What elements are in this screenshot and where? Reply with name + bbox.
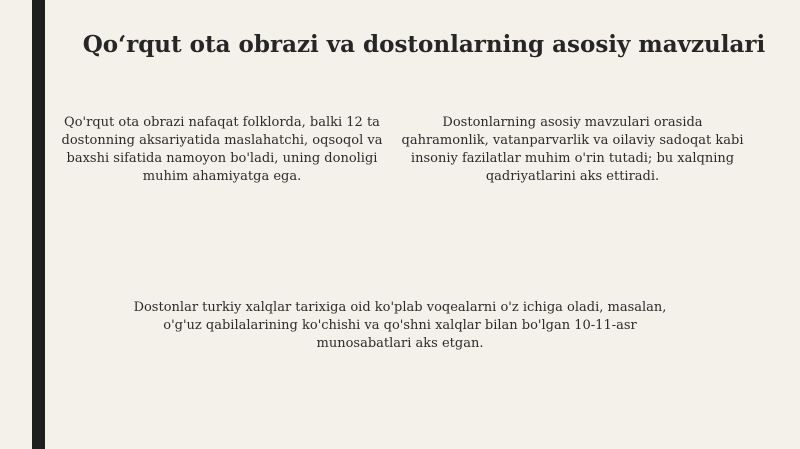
left-accent-bar [32,0,45,449]
bottom-paragraph: Dostonlar turkiy xalqlar tarixiga oid ko'plab voqealarni o'z ichiga oladi, masalan, o'g'uz qabilalarining ko'chishi va qo'shni xalqlar bilan bo'lgan 10-11-asr munosabatlari aks etgan. [133,300,667,351]
slide-title: Qoʻrqut ota obrazi va dostonlarning asosiy mavzulari [82,31,766,58]
right-paragraph: Dostonlarning asosiy mavzulari orasida qahramonlik, vatanparvarlik va oilaviy sadoqat kabi insoniy fazilatlar muhim o'rin tutadi; bu xalqning qadriyatlarini aks ettiradi. [401,115,744,184]
left-paragraph: Qo'rqut ota obrazi nafaqat folklorda, balki 12 ta dostonning aksariyatida maslahatchi, oqsoqol va baxshi sifatida namoyon bo'ladi, uning donoligi muhim ahamiyatga ega. [61,115,383,184]
